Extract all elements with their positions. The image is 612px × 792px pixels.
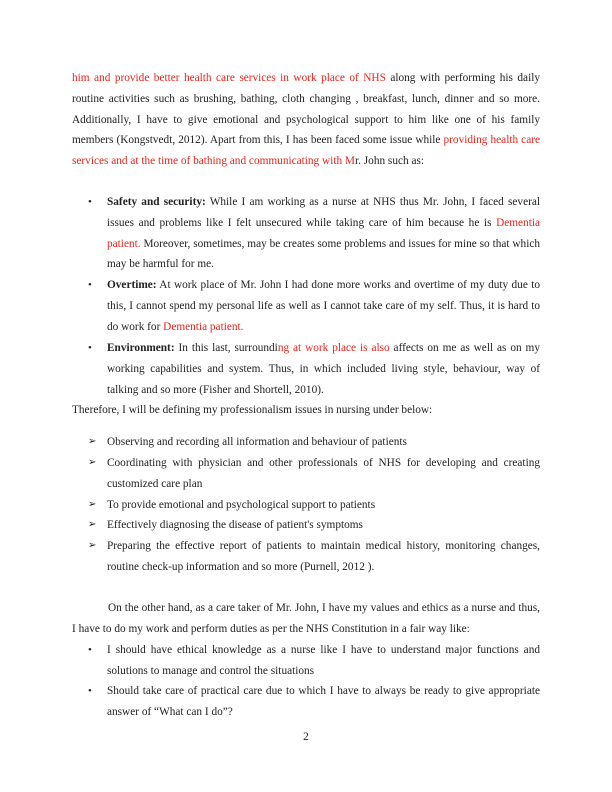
arrow-bullet-icon: ➢ — [88, 457, 97, 468]
bullet-label: Environment: — [107, 342, 175, 354]
highlighted-text: him and provide better health care services in work place of NHS — [72, 72, 386, 84]
arrow-list-item: Preparing the effective report of patients to maintain medical history, monitoring changes, routine check-up information and so more (Purnell, 2012 ). — [107, 540, 540, 573]
highlighted-text: Dementia patient. — [107, 216, 540, 250]
arrow-list-item: To provide emotional and psychological support to patients — [107, 499, 376, 511]
arrow-bullet-icon: ➢ — [88, 519, 97, 530]
bullet-item-practical-care: Should take care of practical care due to which I have to always be ready to give appropriate answer of “What can I do”? — [107, 685, 540, 718]
values-paragraph: On the other hand, as a care taker of Mr. John, I have my values and ethics as a nurse and thus, I have to do my work and perform duties as per the NHS Constitution in a fair way like: — [72, 602, 540, 635]
arrow-bullet-icon: ➢ — [88, 436, 97, 447]
highlighted-text: providing health care services and at the time of bathing and communicating with M — [72, 134, 540, 168]
arrow-list-item: Coordinating with physician and other professionals of NHS for developing and creating customized care plan — [107, 457, 540, 490]
highlighted-text: ng at work place is also — [277, 342, 390, 354]
bullet-item-overtime: Overtime: At work place of Mr. John I had done more works and overtime of my duty due to this, I cannot spend my personal life as well as I cannot take care of my self. Thus, it is hard to do work for Dementia patient. — [107, 279, 540, 333]
bullet-icon: • — [88, 644, 92, 656]
bullet-icon: • — [88, 279, 92, 291]
highlighted-text: Dementia patient. — [163, 320, 244, 333]
arrow-list-item: Observing and recording all information and behaviour of patients — [107, 436, 407, 448]
page-number: 2 — [303, 731, 309, 743]
bullet-icon: • — [88, 685, 92, 697]
arrow-bullet-icon: ➢ — [88, 540, 97, 551]
arrow-bullet-icon: ➢ — [88, 499, 97, 510]
bullet-item-safety: Safety and security: While I am working as a nurse at NHS thus Mr. John, I faced several issues and problems like I felt unsecured while taking care of him because he is Dementia patient. Moreover, sometimes, may be creates some problems and issues for mine so that which may be harmful for me. — [107, 196, 540, 271]
lead-in-paragraph: Therefore, I will be defining my professionalism issues in nursing under below: — [72, 404, 433, 416]
intro-paragraph: him and provide better health care services in work place of NHS along with performing his daily routine activities such as brushing, bathing, cloth changing , breakfast, lunch, dinner and so more. Additionally, I have to give emotional and psychological support to him like one of his family members (Kongstvedt, 2012). Apart from this, I has been faced some issue while providing health care services and at the time of bathing and communicating with Mr. John such as: — [72, 72, 540, 168]
arrow-list-item: Effectively diagnosing the disease of patient's symptoms — [107, 519, 363, 531]
bullet-icon: • — [88, 196, 92, 208]
bullet-item-ethics: I should have ethical knowledge as a nurse like I have to understand major functions and solutions to manage and control the situations — [107, 644, 540, 677]
bullet-label: Overtime: — [107, 279, 157, 291]
bullet-icon: • — [88, 342, 92, 354]
bullet-item-environment: Environment: In this last, surrounding at work place is also affects on me as well as on my working capabilities and system. Thus, in which included living style, behaviour, way of talking and so more (Fisher and Shortell, 2010). — [107, 342, 540, 396]
bullet-label: Safety and security: — [107, 196, 206, 208]
